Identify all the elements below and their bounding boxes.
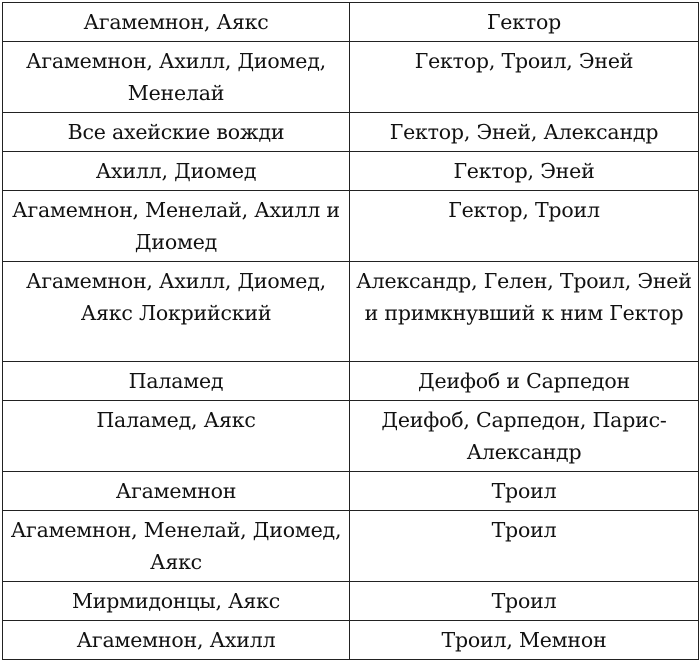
achaean-heroes-cell: Паламед xyxy=(3,362,350,401)
trojan-heroes-cell: Гектор, Троил, Эней xyxy=(350,42,699,113)
achaean-heroes-cell: Агамемнон, Ахилл, Диомед, Менелай xyxy=(3,42,350,113)
table-row xyxy=(3,152,699,191)
trojan-heroes-cell: Троил xyxy=(350,511,699,582)
achaean-heroes-cell: Мирмидонцы, Аякс xyxy=(3,582,350,621)
trojan-heroes-cell: Деифоб, Сарпедон, Парис-Александр xyxy=(350,401,699,472)
table-row xyxy=(3,113,699,152)
table-row xyxy=(3,472,699,511)
trojan-heroes-cell: Троил xyxy=(350,582,699,621)
achaean-heroes-cell: Паламед, Аякс xyxy=(3,401,350,472)
trojan-heroes-cell: Гектор, Эней xyxy=(350,152,699,191)
table-row xyxy=(3,401,699,472)
table-row xyxy=(3,42,699,113)
table-row xyxy=(3,3,699,42)
trojan-heroes-cell: Гектор, Троил xyxy=(350,191,699,262)
achaean-heroes-cell: Агамемнон xyxy=(3,472,350,511)
table-row xyxy=(3,362,699,401)
achaean-heroes-cell: Ахилл, Диомед xyxy=(3,152,350,191)
trojan-heroes-cell: Троил xyxy=(350,472,699,511)
achaean-heroes-cell: Агамемнон, Ахилл, Диомед, Аякс Локрийский xyxy=(3,262,350,362)
achaean-heroes-cell: Все ахейские вожди xyxy=(3,113,350,152)
trojan-heroes-cell: Гектор, Эней, Александр xyxy=(350,113,699,152)
table-row xyxy=(3,511,699,582)
opponents-table xyxy=(2,2,699,660)
achaean-heroes-cell: Агамемнон, Менелай, Диомед, Аякс xyxy=(3,511,350,582)
achaean-heroes-cell: Агамемнон, Менелай, Ахилл и Диомед xyxy=(3,191,350,262)
trojan-heroes-cell: Деифоб и Сарпедон xyxy=(350,362,699,401)
table-row xyxy=(3,262,699,362)
trojan-heroes-cell: Троил, Мемнон xyxy=(350,621,699,660)
achaean-heroes-cell: Агамемнон, Ахилл xyxy=(3,621,350,660)
table-row xyxy=(3,621,699,660)
trojan-heroes-cell: Гектор xyxy=(350,3,699,42)
achaean-heroes-cell: Агамемнон, Аякс xyxy=(3,3,350,42)
table-row xyxy=(3,191,699,262)
table-row xyxy=(3,582,699,621)
trojan-heroes-cell: Александр, Гелен, Троил, Эней и примкнувший к ним Гектор xyxy=(350,262,699,362)
